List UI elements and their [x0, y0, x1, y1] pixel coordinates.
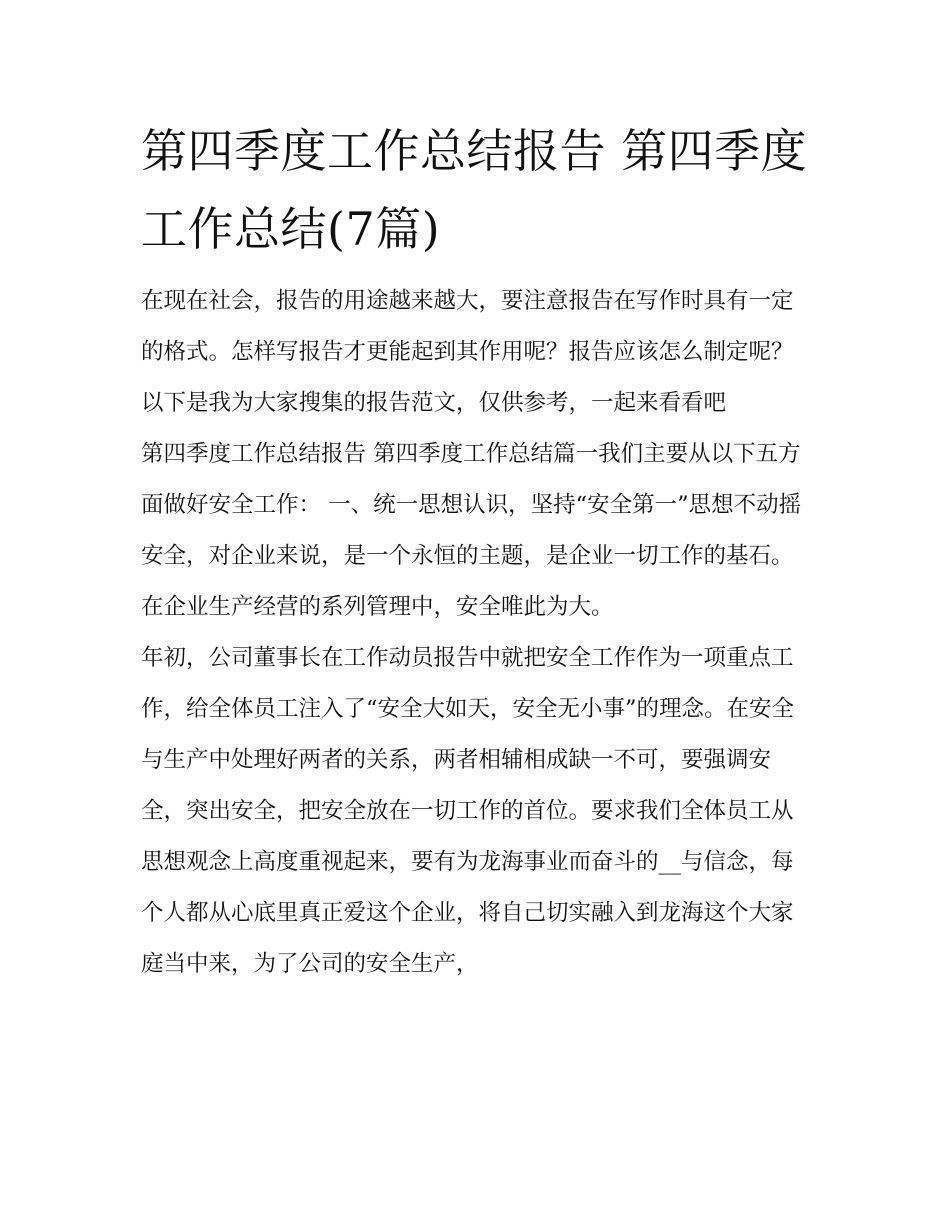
document-body: [141, 112, 813, 990]
paragraph-chairman-report: 年初，公司董事长在工作动员报告中就把安全工作作为一项重点工作，给全体员工注入了“安全大如天，安全无小事”的理念。在安全与生产中处理好两者的关系，两者相辅相成缺一不可，要强调安全，突出安全，把安全放在一切工作的首位。要求我们全体员工从思想观念上高度重视起来，要有为龙海事业而奋斗的__与信念，每个人都从心底里真正爱这个企业，将自己切实融入到龙海这个大家庭当中来，为了公司的安全生产，: [141, 645, 795, 977]
paragraph-safety-theme: 安全，对企业来说，是一个永恒的主题，是企业一切工作的基石。在企业生产经营的系列管理中，安全唯此为大。: [141, 543, 794, 620]
paragraph-section-one: 第四季度工作总结报告 第四季度工作总结篇一我们主要从以下五方面做好安全工作： 一、统一思想认识，坚持“安全第一”思想不动摇: [141, 441, 802, 518]
document-title: 第四季度工作总结报告 第四季度工作总结(7篇): [141, 124, 808, 256]
paragraph-intro: 在现在社会，报告的用途越来越大，要注意报告在写作时具有一定的格式。怎样写报告才更能起到其作用呢？报告应该怎么制定呢？以下是我为大家搜集的报告范文，仅供参考，一起来看看吧: [141, 288, 794, 416]
